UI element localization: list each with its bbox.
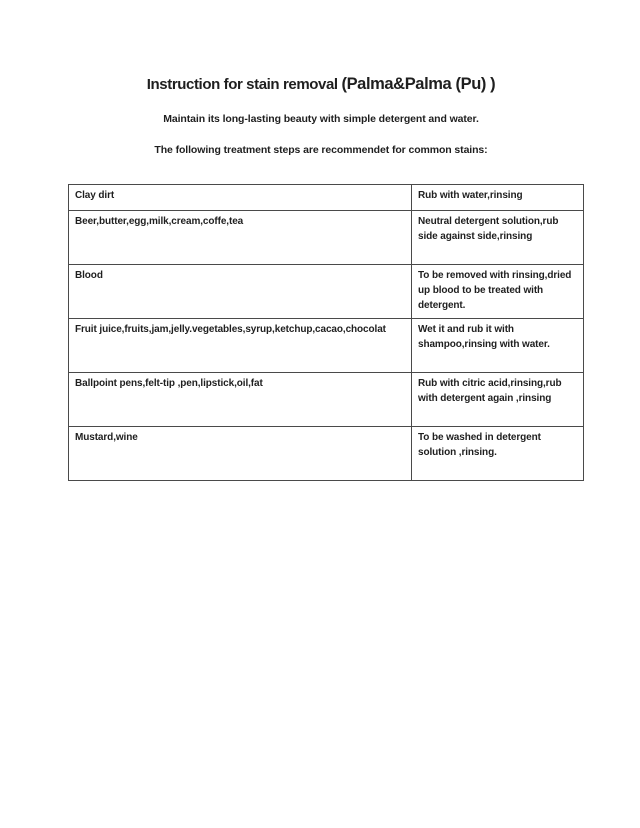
stain-removal-table (68, 184, 584, 481)
table-row (69, 265, 584, 319)
table-row (69, 427, 584, 481)
treatment-cell: Rub with water,rinsing (412, 185, 584, 211)
page-title-product-name: (Palma&Palma (Pu) ) (341, 75, 496, 93)
table-row (69, 211, 584, 265)
treatment-cell: Rub with citric acid,rinsing,rub with detergent again ,rinsing (412, 373, 584, 427)
table-row (69, 319, 584, 373)
treatment-cell: Wet it and rub it with shampoo,rinsing with water. (412, 319, 584, 373)
stain-cell: Beer,butter,egg,milk,cream,coffe,tea (69, 211, 412, 265)
treatment-cell: Neutral detergent solution,rub side against side,rinsing (412, 211, 584, 265)
stain-cell: Ballpoint pens,felt-tip ,pen,lipstick,oil,fat (69, 373, 412, 427)
stain-cell: Mustard,wine (69, 427, 412, 481)
page-title (68, 75, 574, 94)
page-title-prefix: Instruction for stain removal (146, 76, 342, 93)
treatment-cell: To be removed with rinsing,dried up blood to be treated with detergent. (412, 265, 584, 319)
stain-cell: Fruit juice,fruits,jam,jelly.vegetables,syrup,ketchup,cacao,chocolat (69, 319, 412, 373)
table-row (69, 373, 584, 427)
stain-cell: Clay dirt (69, 185, 412, 211)
stain-cell: Blood (69, 265, 412, 319)
treatment-cell: To be washed in detergent solution ,rinsing. (412, 427, 584, 481)
subtitle-treatment-steps: The following treatment steps are recommendet for common stains: (154, 144, 488, 156)
subtitle-care-instruction: Maintain its long-lasting beauty with simple detergent and water. (163, 113, 479, 125)
table-row (69, 185, 584, 211)
